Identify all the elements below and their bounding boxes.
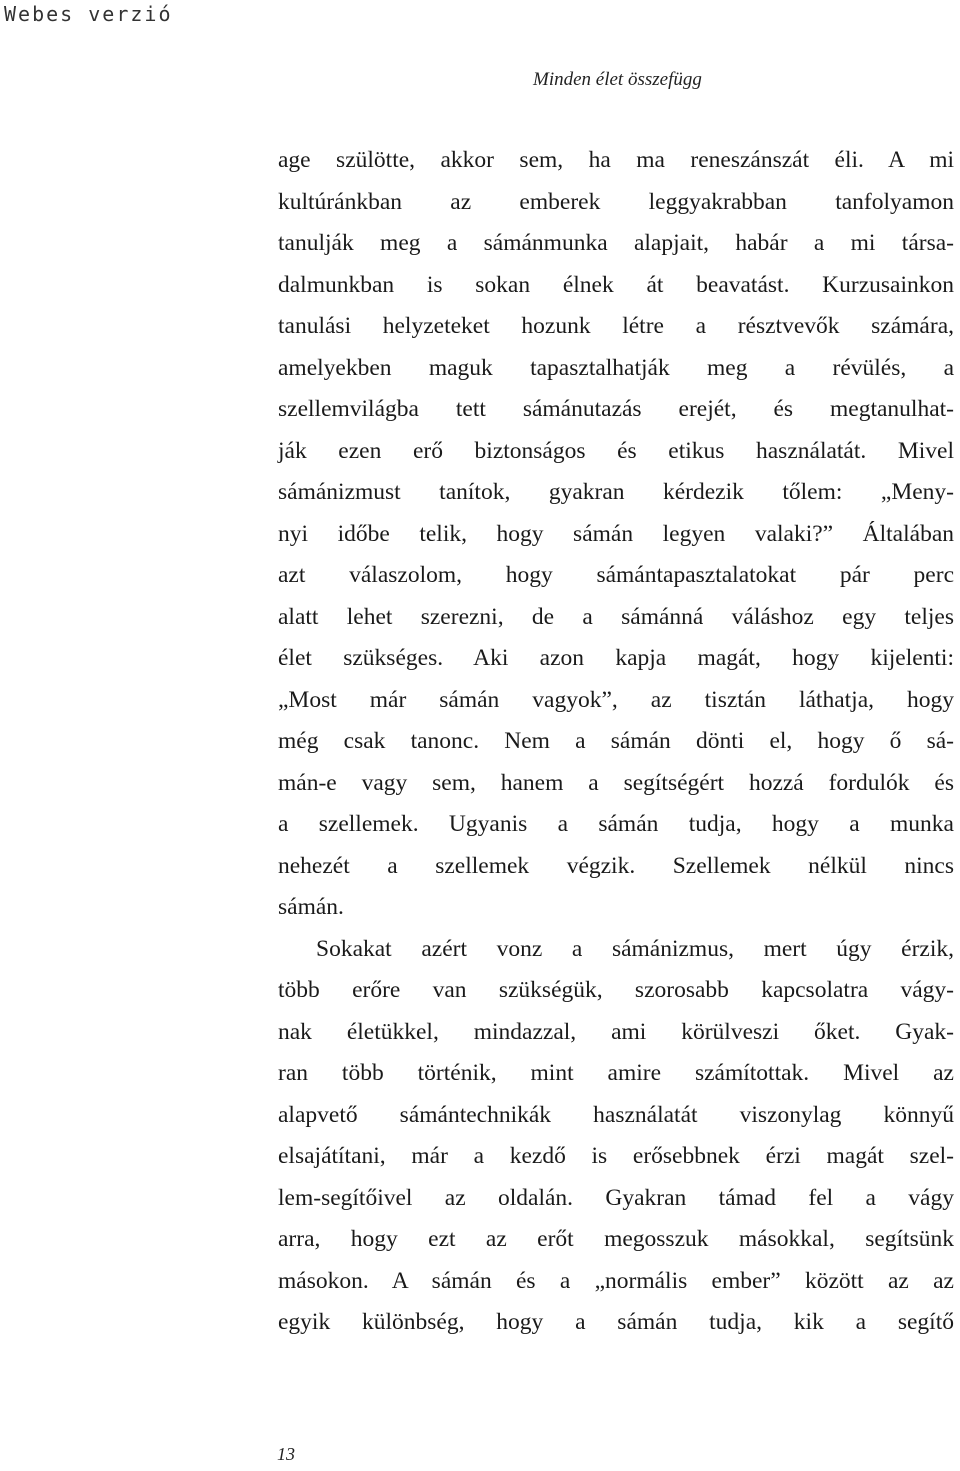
text-line: egyik különbség, hogy a sámán tudja, kik a segítő [278,1309,954,1335]
web-version-label: Webes verzió [4,2,173,26]
text-line: „Most már sámán vagyok”, az tisztán láthatja, hogy [278,686,954,713]
text-line: dalmunkban is sokan élnek át beavatást. Kurzusainkon [278,271,954,298]
text-line: másokon. A sámán és a „normális ember” között az az [278,1267,954,1294]
text-line: mán-e vagy sem, hanem a segítségért hozzá fordulók és [278,769,954,796]
text-line: sámán. [278,894,344,920]
text-line: azt válaszolom, hogy sámántapasztalatokat pár perc [278,562,954,588]
text-line: a szellemek. Ugyanis a sámán tudja, hogy a munka [278,811,954,837]
text-line: nehezét a szellemek végzik. Szellemek nélkül nincs [278,852,954,879]
text-line: tanulási helyzeteket hozunk létre a résztvevők számára, [278,313,954,339]
text-line: ran több történik, mint amire számítottak. Mivel az [278,1060,954,1086]
text-line: sámánizmust tanítok, gyakran kérdezik tőlem: „Meny- [278,479,954,505]
text-line: szellemvilágba tett sámánutazás erejét, és megtanulhat- [278,396,954,422]
running-head: Minden élet összefügg [533,69,702,90]
text-line: több erőre van szükségük, szorosabb kapcsolatra vágy- [278,977,954,1003]
text-line: age szülötte, akkor sem, ha ma reneszánszát éli. A mi [278,147,954,173]
text-line: tanulják meg a sámánmunka alapjait, habár a mi társa- [278,230,954,256]
text-line: alapvető sámántechnikák használatát viszonylag könnyű [278,1101,954,1128]
text-line: kultúránkban az emberek leggyakrabban tanfolyamon [278,188,954,215]
page-number: 13 [277,1444,295,1464]
body-text [278,140,954,1344]
text-line: alatt lehet szerezni, de a sámánná váláshoz egy teljes [278,603,954,630]
text-line: elsajátítani, már a kezdő is erősebbnek érzi magát szel- [278,1143,954,1169]
text-line: lem-segítőivel az oldalán. Gyakran támad fel a vágy [278,1184,954,1211]
text-line: élet szükséges. Aki azon kapja magát, hogy kijelenti: [278,645,954,671]
text-line: Sokakat azért vonz a sámánizmus, mert úgy érzik, [316,935,954,962]
text-line: ják ezen erő biztonságos és etikus használatát. Mivel [278,437,954,464]
text-line: arra, hogy ezt az erőt megosszuk másokkal, segítsünk [278,1226,954,1252]
text-line: nak életükkel, mindazzal, ami körülveszi őket. Gyak- [278,1018,954,1045]
text-line: amelyekben maguk tapasztalhatják meg a révülés, a [278,354,954,381]
text-line: nyi időbe telik, hogy sámán legyen valaki?” Általában [278,520,954,547]
text-line: még csak tanonc. Nem a sámán dönti el, hogy ő sá- [278,728,954,754]
